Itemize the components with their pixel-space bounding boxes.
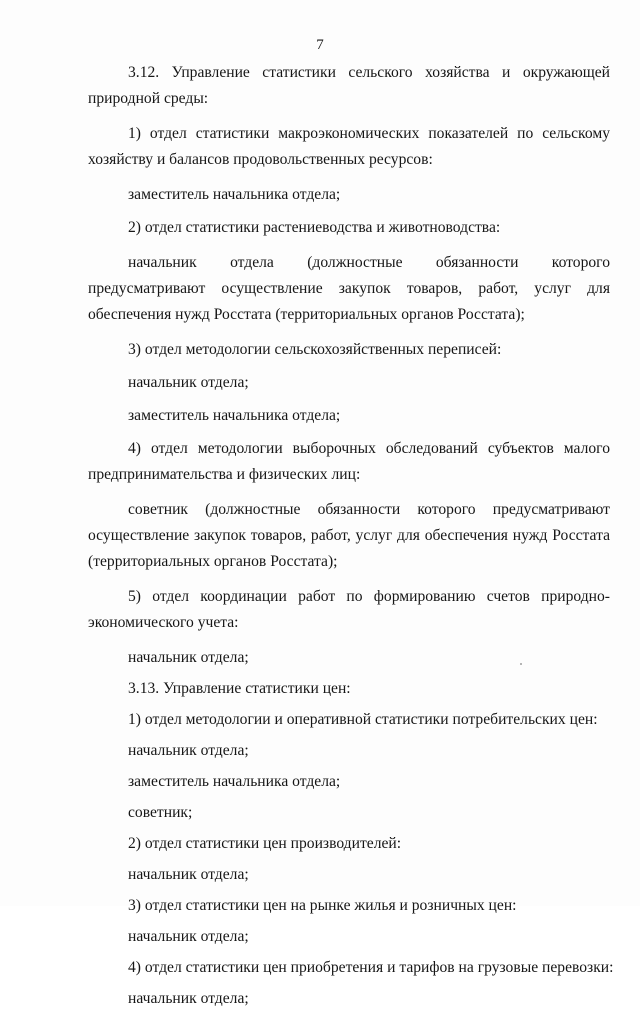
- list-item-department-2: 2) отдел статистики цен производителей:: [128, 835, 402, 852]
- position-entry: заместитель начальника отдела;: [128, 407, 341, 424]
- list-item-department-4: 4) отдел методологии выборочных обследований субъектов малого предпринимательства и физических лиц:: [88, 440, 610, 483]
- position-entry: начальник отдела;: [128, 866, 249, 883]
- list-item-department-4: 4) отдел статистики цен приобретения и тарифов на грузовые перевозки:: [128, 959, 614, 976]
- document-body: [88, 60, 614, 1012]
- list-item-department-1: 1) отдел статистики макроэкономических показателей по сельскому хозяйству и балансов продовольственных ресурсов:: [88, 125, 610, 168]
- list-item-department-3: 3) отдел статистики цен на рынке жилья и розничных цен:: [128, 897, 517, 914]
- scan-speck: [520, 663, 522, 665]
- section-heading-3-13: 3.13. Управление статистики цен:: [128, 680, 351, 697]
- position-entry: заместитель начальника отдела;: [128, 773, 341, 790]
- position-entry: начальник отдела (должностные обязанности которого предусматривают осуществление закупок товаров, работ, услуг для обеспечения нужд Росстата (территориальных органов Росстата);: [88, 254, 610, 323]
- list-item-department-5: 5) отдел координации работ по формированию счетов природно-экономического учета:: [88, 588, 610, 631]
- position-entry: начальник отдела;: [128, 928, 249, 945]
- position-entry: советник;: [128, 804, 193, 821]
- position-entry: советник (должностные обязанности которого предусматривают осуществление закупок товаров, работ, услуг для обеспечения нужд Росстата (территориальных органов Росстата);: [88, 501, 610, 570]
- list-item-department-3: 3) отдел методологии сельскохозяйственных переписей:: [128, 341, 502, 358]
- position-entry: начальник отдела;: [128, 649, 249, 666]
- position-entry: начальник отдела;: [128, 742, 249, 759]
- page-number: 7: [316, 37, 324, 53]
- position-entry: начальник отдела;: [128, 374, 249, 391]
- section-heading-3-12: 3.12. Управление статистики сельского хозяйства и окружающей природной среды:: [88, 64, 610, 107]
- position-entry: заместитель начальника отдела;: [128, 186, 341, 203]
- list-item-department-1: 1) отдел методологии и оперативной статистики потребительских цен:: [128, 711, 598, 728]
- list-item-department-2: 2) отдел статистики растениеводства и животноводства:: [128, 219, 501, 236]
- position-entry: начальник отдела;: [128, 990, 249, 1007]
